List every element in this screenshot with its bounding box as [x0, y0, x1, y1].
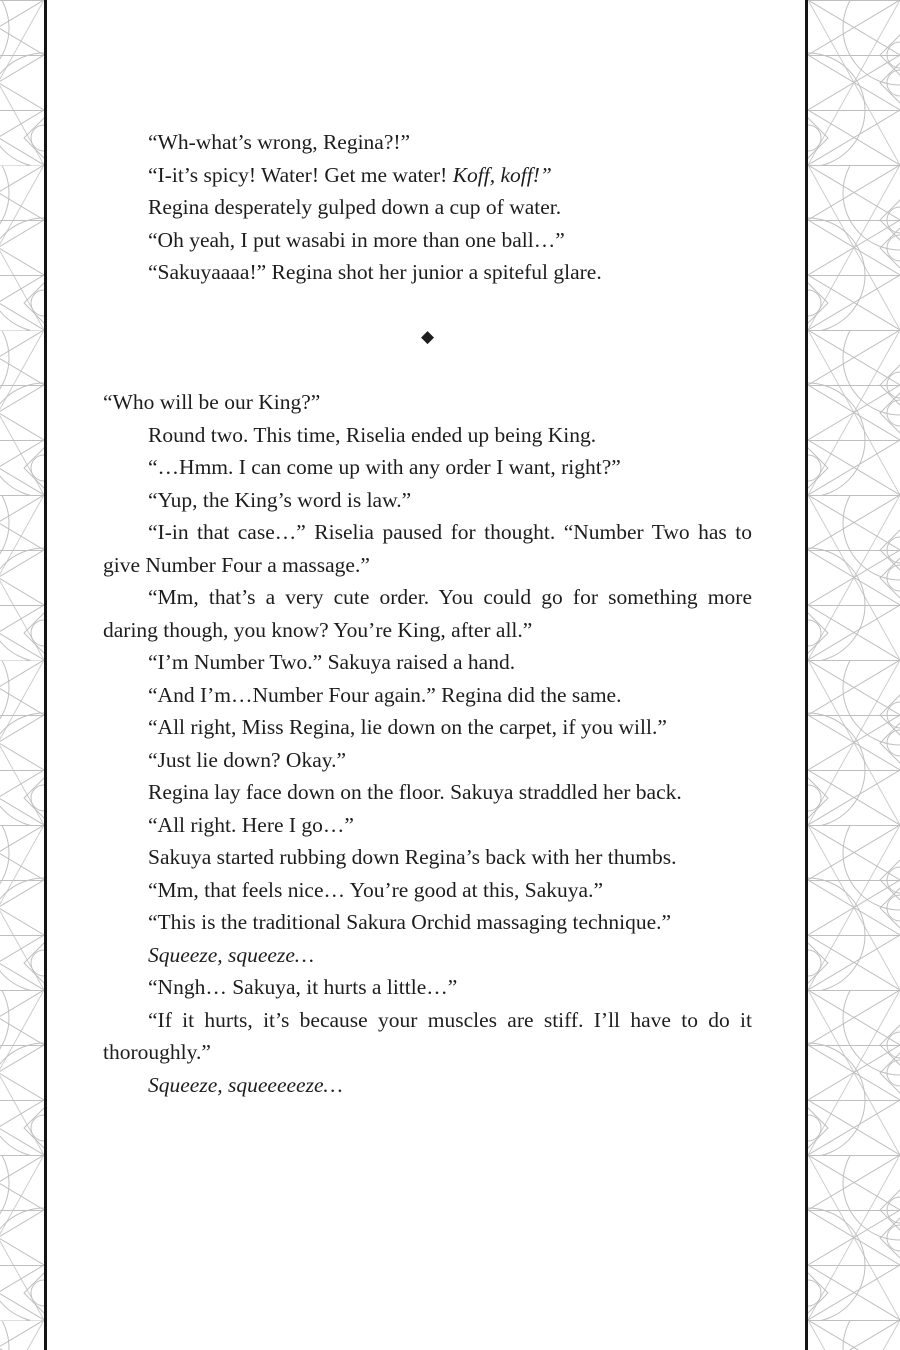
body-text: “This is the traditional Sakura Orchid massaging technique.” — [148, 910, 672, 934]
paragraph — [103, 939, 752, 972]
paragraph — [103, 451, 752, 484]
paragraph — [103, 809, 752, 842]
geometric-pattern-right — [808, 0, 900, 1350]
body-text: “Mm, that’s a very cute order. You could go for something more daring though, you know? You’re King, after all.” — [103, 585, 752, 642]
paragraph — [103, 516, 752, 581]
body-text: “All right. Here I go…” — [148, 812, 354, 837]
right-decorative-border — [805, 0, 900, 1350]
paragraph — [103, 776, 752, 809]
paragraph — [103, 744, 752, 777]
paragraph — [103, 971, 752, 1004]
diamond-icon: ◆ — [420, 327, 435, 346]
body-text: Sakuya started rubbing down Regina’s back with her thumbs. — [148, 845, 677, 869]
body-text: “I-in that case…” Riselia paused for thought. “Number Two has to give Number Four a massage.” — [103, 520, 752, 577]
paragraph — [103, 484, 752, 517]
paragraph — [103, 224, 752, 257]
body-text: “I’m Number Two.” Sakuya raised a hand. — [148, 650, 516, 674]
body-text: “Wh-what’s wrong, Regina?!” — [148, 130, 411, 154]
paragraph — [103, 906, 752, 939]
paragraph — [103, 386, 752, 419]
italic-text: Koff, koff!” — [452, 162, 552, 187]
body-text: “Sakuyaaaa!” Regina shot her junior a spiteful glare. — [148, 260, 602, 284]
body-text: Regina desperately gulped down a cup of water. — [148, 195, 562, 219]
body-text: “Who will be our King?” — [103, 390, 321, 414]
left-decorative-border — [0, 0, 47, 1350]
body-text: “I-it’s spicy! Water! Get me water! — [148, 162, 453, 187]
body-text: “Just lie down? Okay.” — [148, 747, 347, 772]
body-text: “All right, Miss Regina, lie down on the carpet, if you will.” — [148, 715, 667, 739]
body-text: “Oh yeah, I put wasabi in more than one ball…” — [148, 227, 565, 252]
body-text: “…Hmm. I can come up with any order I want, right?” — [148, 455, 621, 479]
book-page — [47, 0, 805, 1350]
italic-text: Squeeze, squeeze… — [148, 942, 314, 967]
body-text: “Yup, the King’s word is law.” — [148, 487, 412, 512]
body-text: “If it hurts, it’s because your muscles are stiff. I’ll have to do it thoroughly.” — [103, 1007, 752, 1064]
scene-break-separator — [103, 321, 752, 354]
italic-text: Squeeze, squeeeeeze… — [148, 1072, 343, 1097]
paragraph — [103, 581, 752, 646]
paragraph — [103, 126, 752, 159]
paragraph — [103, 191, 752, 224]
text-block-before-break — [103, 126, 752, 289]
body-text: “Nngh… Sakuya, it hurts a little…” — [148, 975, 458, 999]
paragraph — [103, 419, 752, 452]
paragraph — [103, 1004, 752, 1069]
body-text: “And I’m…Number Four again.” Regina did the same. — [148, 682, 622, 707]
page-text — [103, 126, 752, 1101]
body-text: “Mm, that feels nice… You’re good at this, Sakuya.” — [148, 877, 603, 902]
geometric-pattern-left — [0, 0, 44, 1350]
paragraph — [103, 711, 752, 744]
paragraph — [103, 256, 752, 289]
paragraph — [103, 159, 752, 192]
paragraph — [103, 646, 752, 679]
paragraph — [103, 679, 752, 712]
body-text: Round two. This time, Riselia ended up being King. — [148, 422, 597, 447]
paragraph — [103, 1069, 752, 1102]
body-text: Regina lay face down on the floor. Sakuya straddled her back. — [148, 780, 682, 804]
paragraph — [103, 874, 752, 907]
text-block-after-break — [103, 386, 752, 1101]
paragraph — [103, 841, 752, 874]
